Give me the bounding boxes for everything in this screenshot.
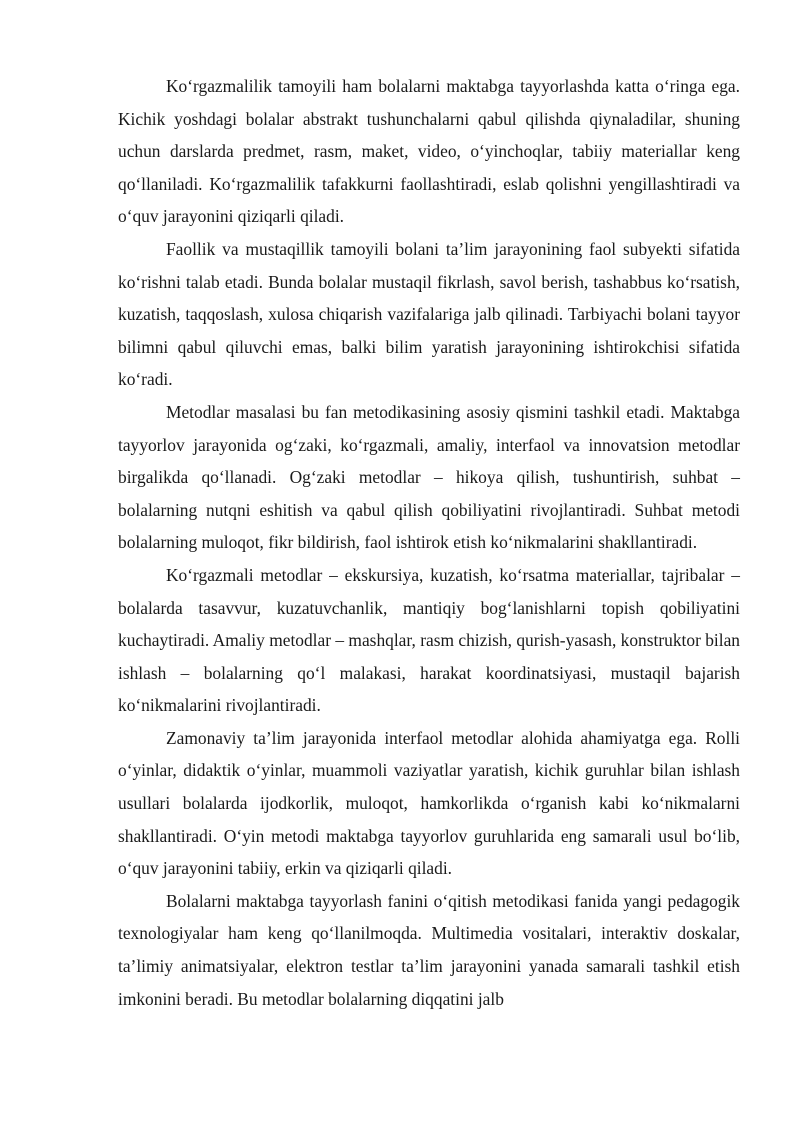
paragraph-methods: Metodlar masalasi bu fan metodikasining asosiy qismini tashkil etadi. Maktabga tayyorlov jarayonida og‘zaki, ko‘rgazmali, amaliy, interfaol va innovatsion metodlar birgalikda qo‘llanadi. Og‘zaki metodlar – hikoya qilish, tushuntirish, suhbat – bolalarning nutqni eshitish va qabul qilish qobiliyatini rivojlantiradi. Suhbat metodi bolalarning muloqot, fikr bildirish, faol ishtirok etish ko‘nikmalarini shakllantiradi.	[118, 401, 740, 553]
paragraph-visual-methods: Ko‘rgazmali metodlar – ekskursiya, kuzatish, ko‘rsatma materiallar, tajribalar – bolalarda tasavvur, kuzatuvchanlik, mantiqiy bog‘lanishlarni topish qobiliyatini kuchaytiradi. Amaliy metodlar – mashqlar, rasm chizish, qurish-yasash, konstruktor bilan ishlash – bolalarning qo‘l malakasi, harakat koordinatsiyasi, mustaqil bajarish ko‘nikmalarini rivojlantiradi.	[118, 564, 740, 716]
paragraph-technologies: Bolalarni maktabga tayyorlash fanini o‘qitish metodikasi fanida yangi pedagogik texnologiyalar ham keng qo‘llanilmoqda. Multimedia vositalari, interaktiv doskalar, ta’limiy animatsiyalar, elektron testlar ta’lim jarayonini yanada samarali tashkil etish imkonini beradi. Bu metodlar bolalarning diqqatini jalb	[118, 890, 740, 1009]
paragraph-visual-principle: Ko‘rgazmalilik tamoyili ham bolalarni maktabga tayyorlashda katta o‘ringa ega. Kichik yoshdagi bolalar abstrakt tushunchalarni qabul qilishda qiynaladilar, shuning uchun darslarda predmet, rasm, maket, video, o‘yinchoqlar, tabiiy materiallar keng qo‘llaniladi. Ko‘rgazmalilik tafakkurni faollashtiradi, eslab qolishni yengillashtiradi va o‘quv jarayonini qiziqarli qiladi.	[118, 76, 740, 227]
document-page	[118, 70, 740, 1015]
paragraph-activity-principle: Faollik va mustaqillik tamoyili bolani ta’lim jarayonining faol subyekti sifatida ko‘rishni talab etadi. Bunda bolalar mustaqil fikrlash, savol berish, tashabbus ko‘rsatish, kuzatish, taqqoslash, xulosa chiqarish vazifalariga jalb qilinadi. Tarbiyachi bolani tayyor bilimni qabul qiluvchi emas, balki bilim yaratish jarayonining ishtirokchisi sifatida ko‘radi.	[118, 238, 740, 390]
paragraph-interactive-methods: Zamonaviy ta’lim jarayonida interfaol metodlar alohida ahamiyatga ega. Rolli o‘yinlar, didaktik o‘yinlar, muammoli vaziyatlar yaratish, kichik guruhlar bilan ishlash usullari bolalarda ijodkorlik, muloqot, hamkorlikda o‘rganish kabi ko‘nikmalarni shakllantiradi. O‘yin metodi maktabga tayyorlov guruhlarida eng samarali usul bo‘lib, o‘quv jarayonini tabiiy, erkin va qiziqarli qiladi.	[118, 727, 740, 879]
